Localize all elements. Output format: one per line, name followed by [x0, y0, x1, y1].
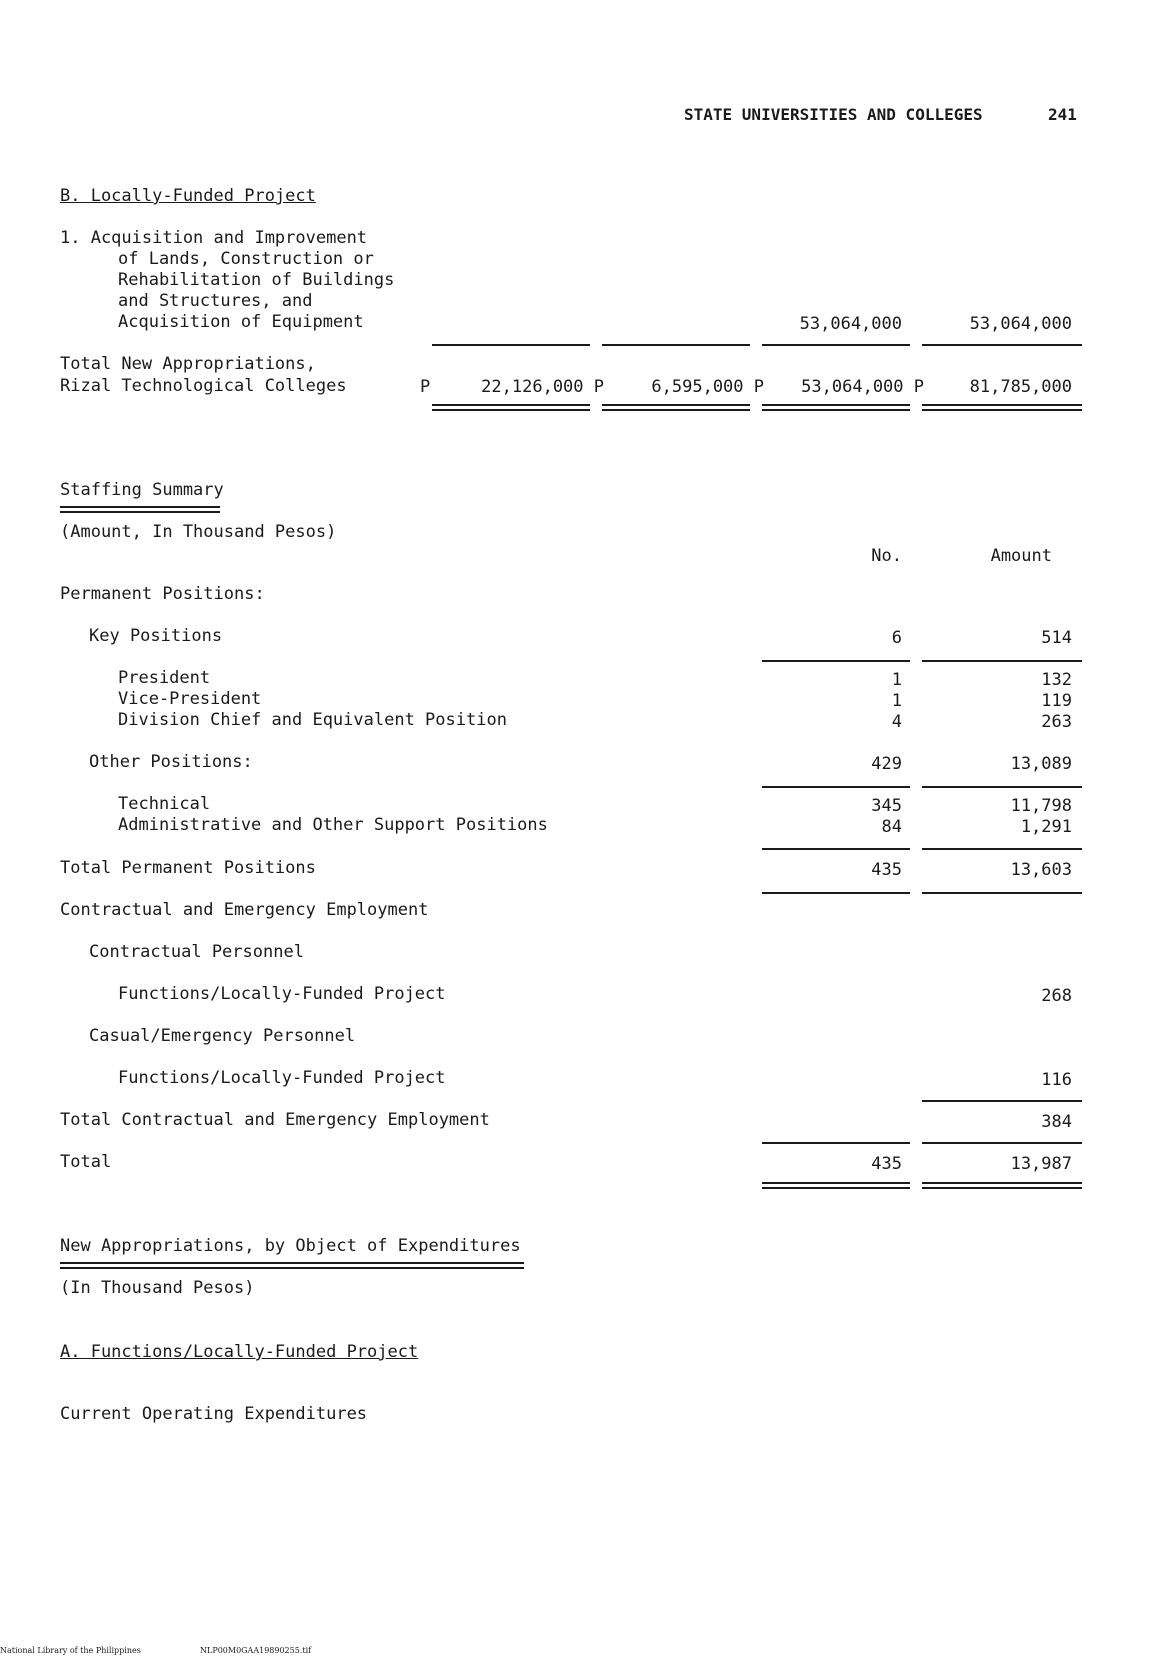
double-rule	[922, 404, 1082, 411]
total-new-appropriations-label-2: Rizal Technological Colleges	[60, 376, 347, 396]
currency-symbol: P	[420, 377, 431, 397]
contractual-personnel-label: Contractual Personnel	[89, 942, 304, 962]
title-double-rule	[60, 1262, 524, 1269]
key-positions-no: 6	[891, 628, 902, 648]
casual-functions-label: Functions/Locally-Funded Project	[118, 1068, 446, 1088]
column-rule	[922, 848, 1082, 850]
staffing-unit-note: (Amount, In Thousand Pesos)	[60, 522, 337, 542]
column-rule	[922, 344, 1082, 346]
grand-total-amount: 13,987	[1010, 1154, 1072, 1174]
object-unit-note: (In Thousand Pesos)	[60, 1278, 255, 1298]
item-line-2: of Lands, Construction or	[118, 249, 374, 269]
casual-personnel-label: Casual/Emergency Personnel	[89, 1026, 356, 1046]
column-rule	[922, 786, 1082, 788]
casual-functions-amount: 116	[1041, 1070, 1072, 1090]
column-rule	[922, 1142, 1082, 1144]
column-header-no: No.	[871, 546, 902, 566]
contractual-functions-amount: 268	[1041, 986, 1072, 1006]
item-line-1: 1. Acquisition and Improvement	[60, 228, 368, 248]
item-col3-amount: 53,064,000	[799, 314, 902, 334]
grand-total-label: Total	[60, 1152, 112, 1172]
title-double-rule	[60, 506, 220, 513]
other-positions-amount: 13,089	[1010, 754, 1072, 774]
key-item-label: President	[118, 668, 211, 688]
double-rule	[762, 404, 910, 411]
section-title-locally-funded: B. Locally-Funded Project	[60, 186, 316, 206]
column-rule	[762, 1142, 910, 1144]
column-rule	[762, 344, 910, 346]
double-rule	[602, 404, 750, 411]
item-line-5: Acquisition of Equipment	[118, 312, 364, 332]
total-grand-amount: 81,785,000	[969, 377, 1072, 397]
other-item-label: Technical	[118, 794, 211, 814]
double-rule	[432, 404, 590, 411]
column-rule	[922, 660, 1082, 662]
column-rule	[432, 344, 590, 346]
total-new-appropriations-label: Total New Appropriations,	[60, 354, 316, 374]
grand-total-no: 435	[871, 1154, 902, 1174]
total-permanent-amount: 13,603	[1010, 860, 1072, 880]
other-item-no: 345	[871, 796, 902, 816]
column-rule	[762, 848, 910, 850]
total-permanent-no: 435	[871, 860, 902, 880]
column-rule	[922, 892, 1082, 894]
column-rule	[762, 892, 910, 894]
key-item-amount: 119	[1041, 691, 1072, 711]
double-rule	[922, 1182, 1082, 1189]
running-title: STATE UNIVERSITIES AND COLLEGES	[684, 105, 983, 124]
key-item-no: 4	[891, 712, 902, 732]
functions-subsection-title: A. Functions/Locally-Funded Project	[60, 1342, 419, 1362]
other-item-no: 84	[881, 817, 902, 837]
other-item-label: Administrative and Other Support Positions	[118, 815, 548, 835]
contractual-heading: Contractual and Emergency Employment	[60, 900, 429, 920]
key-positions-label: Key Positions	[89, 626, 223, 646]
column-rule	[762, 786, 910, 788]
contractual-functions-label: Functions/Locally-Funded Project	[118, 984, 446, 1004]
total-contractual-label: Total Contractual and Emergency Employment	[60, 1110, 490, 1130]
permanent-positions-heading: Permanent Positions:	[60, 584, 265, 604]
object-of-expenditures-title: New Appropriations, by Object of Expenditures	[60, 1236, 521, 1256]
current-operating-heading: Current Operating Expenditures	[60, 1404, 368, 1424]
page-number: 241	[1048, 105, 1077, 124]
other-positions-label: Other Positions:	[89, 752, 253, 772]
other-item-amount: 11,798	[1010, 796, 1072, 816]
other-positions-no: 429	[871, 754, 902, 774]
key-item-label: Division Chief and Equivalent Position	[118, 710, 507, 730]
item-total-amount: 53,064,000	[969, 314, 1072, 334]
double-rule	[762, 1182, 910, 1189]
key-item-no: 1	[891, 670, 902, 690]
key-item-amount: 263	[1041, 712, 1072, 732]
column-header-amount: Amount	[990, 546, 1052, 566]
footer-library: National Library of the Philippines	[0, 1646, 141, 1655]
column-rule	[762, 660, 910, 662]
key-item-label: Vice-President	[118, 689, 262, 709]
total-col1-amount: 22,126,000 P	[481, 377, 604, 397]
other-item-amount: 1,291	[1020, 817, 1072, 837]
column-rule	[602, 344, 750, 346]
total-col3-amount: 53,064,000 P	[801, 377, 924, 397]
item-line-3: Rehabilitation of Buildings	[118, 270, 395, 290]
column-rule	[922, 1100, 1082, 1102]
key-item-no: 1	[891, 691, 902, 711]
total-col2-amount: 6,595,000 P	[651, 377, 764, 397]
key-item-amount: 132	[1041, 670, 1072, 690]
total-permanent-label: Total Permanent Positions	[60, 858, 316, 878]
footer-file-id: NLP00M0GAA19890255.tif	[200, 1646, 312, 1655]
item-line-4: and Structures, and	[118, 291, 313, 311]
total-contractual-amount: 384	[1041, 1112, 1072, 1132]
key-positions-amount: 514	[1041, 628, 1072, 648]
staffing-summary-title: Staffing Summary	[60, 480, 224, 500]
